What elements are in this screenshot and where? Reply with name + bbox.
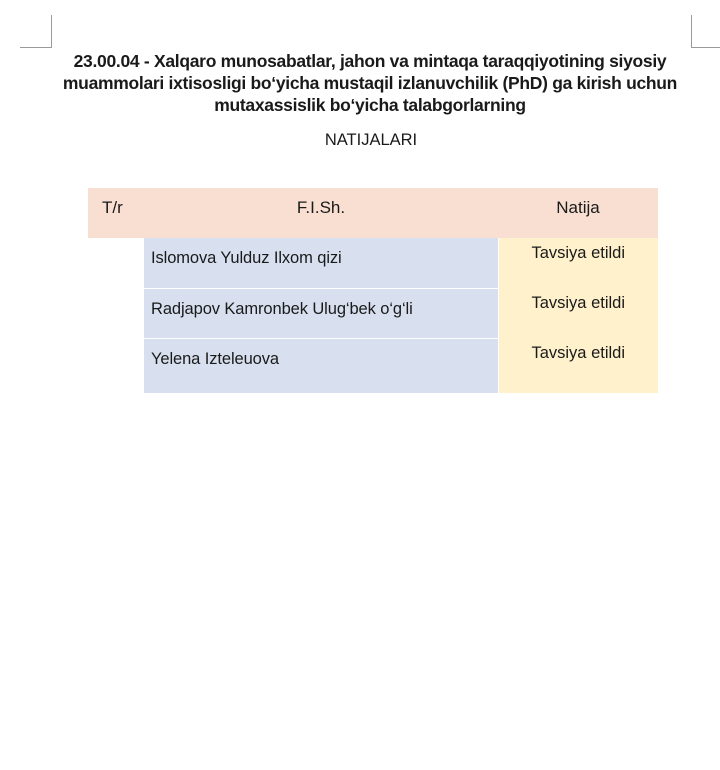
row-name-cell: Islomova Yulduz Ilxom qizi bbox=[144, 238, 498, 288]
header-name: F.I.Sh. bbox=[144, 188, 498, 238]
results-table bbox=[88, 188, 658, 393]
row-number-cell bbox=[88, 288, 144, 338]
header-number: T/r bbox=[88, 188, 144, 238]
heading-line-3: mutaxassislik bo‘yicha talabgorlarning bbox=[214, 95, 526, 115]
document-subtitle: NATIJALARI bbox=[324, 131, 418, 149]
heading-line-1: 23.00.04 - Xalqaro munosabatlar, jahon va mintaqa taraqqiyotining siyosiy bbox=[73, 51, 667, 71]
row-number-cell bbox=[88, 338, 144, 393]
row-number-cell bbox=[88, 238, 144, 288]
row-result-cell: Tavsiya etildi bbox=[498, 338, 658, 393]
page-corner-mark-right bbox=[691, 15, 720, 48]
table-row bbox=[88, 288, 658, 338]
table-header-row bbox=[88, 188, 658, 238]
table-row bbox=[88, 338, 658, 393]
row-result-cell: Tavsiya etildi bbox=[498, 288, 658, 338]
heading-line-2: muammolari ixtisosligi bo‘yicha mustaqil izlanuvchilik (PhD) ga kirish uchun bbox=[62, 73, 678, 93]
row-name-cell: Yelena Izteleuova bbox=[144, 338, 498, 393]
row-result-cell: Tavsiya etildi bbox=[498, 238, 658, 288]
table-row bbox=[88, 238, 658, 288]
header-result: Natija bbox=[498, 188, 658, 238]
page-corner-mark-left bbox=[20, 15, 52, 48]
row-name-cell: Radjapov Kamronbek Ulug‘bek o‘g‘li bbox=[144, 288, 498, 338]
document-heading bbox=[40, 50, 700, 116]
